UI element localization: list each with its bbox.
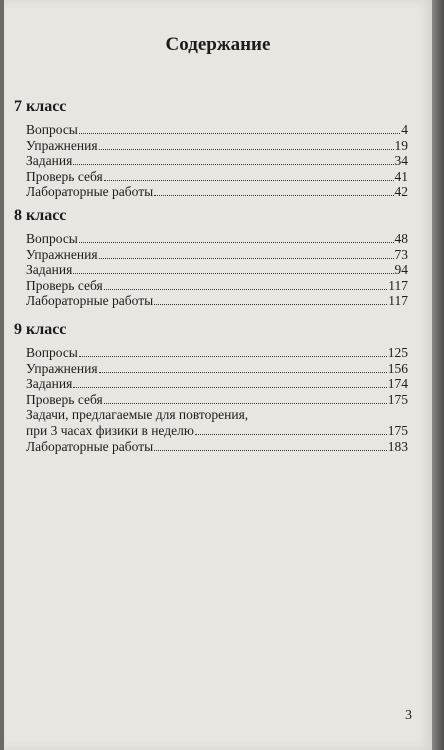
section-heading: 9 класс (14, 321, 67, 338)
toc-entry-page: 125 (387, 345, 408, 360)
leader-dots (79, 241, 394, 243)
leader-dots (104, 288, 388, 290)
toc-entry-page: 175 (387, 391, 408, 407)
toc-entry[interactable] (26, 122, 408, 138)
leader-dots (79, 132, 400, 134)
toc-entry[interactable] (26, 376, 408, 392)
toc-entry[interactable] (26, 293, 408, 309)
toc-entry[interactable] (26, 361, 408, 377)
leader-dots (73, 163, 393, 165)
leader-dots (99, 148, 394, 150)
toc-entry-page: 117 (388, 293, 408, 309)
leader-dots (154, 449, 387, 451)
leader-dots (73, 272, 393, 274)
section-grade-7 (8, 96, 408, 200)
toc-entry-label: Лабораторные работы (26, 184, 154, 200)
page-title: Содержание (165, 34, 271, 55)
toc-entry[interactable] (26, 247, 408, 263)
toc-entry-label: Проверь себя (26, 391, 103, 407)
toc-entry-label: Задания (26, 262, 73, 278)
book-page (4, 0, 432, 750)
toc-entry-label: Проверь себя (26, 277, 103, 293)
toc-entry[interactable] (26, 169, 408, 185)
toc-entry[interactable] (26, 423, 408, 439)
toc-entry-page: 41 (394, 168, 408, 184)
toc-entry-label: Упражнения (26, 137, 98, 153)
leader-dots (73, 386, 386, 388)
toc-entry[interactable] (26, 262, 408, 278)
toc-entry[interactable] (26, 231, 408, 247)
toc-entry-label-line1[interactable]: Задачи, предлагаемые для повторения, (26, 407, 249, 423)
toc-entry-page: 34 (394, 153, 408, 169)
toc-entry-page: 48 (394, 231, 408, 246)
toc-entry-page: 117 (388, 277, 408, 293)
toc-entry-page: 183 (387, 438, 408, 454)
toc-entry-label: Вопросы (26, 345, 78, 360)
leader-dots (154, 303, 387, 305)
leader-dots (154, 194, 393, 196)
leader-dots (99, 371, 387, 373)
toc-entry-label: Вопросы (26, 122, 78, 137)
section-heading: 7 класс (14, 98, 67, 115)
toc-entry-page: 19 (394, 137, 408, 153)
section-grade-8 (8, 205, 408, 309)
toc-entry-label: Лабораторные работы (26, 438, 154, 454)
leader-dots (99, 257, 394, 259)
page-number: 3 (405, 708, 412, 723)
toc-entry-label: Задания (26, 153, 73, 169)
toc-entry[interactable] (26, 138, 408, 154)
leader-dots (195, 433, 387, 435)
toc-entry-label: Упражнения (26, 246, 98, 262)
section-grade-9 (8, 319, 408, 454)
toc-entry-page: 174 (387, 376, 408, 392)
toc-entry-page: 73 (394, 246, 408, 262)
toc-entry-label: Проверь себя (26, 168, 103, 184)
toc-entry[interactable] (26, 345, 408, 361)
book-spine-edge (432, 0, 444, 750)
toc-entry-page: 175 (387, 422, 408, 438)
toc-entry-label: Лабораторные работы (26, 293, 154, 309)
toc-entry-label-line2: при 3 часах физики в неделю (26, 422, 194, 438)
section-heading: 8 класс (14, 207, 67, 224)
toc-entry[interactable] (26, 392, 408, 408)
leader-dots (79, 355, 387, 357)
leader-dots (104, 402, 387, 404)
toc-entry-label: Задания (26, 376, 73, 392)
toc-entry-page: 156 (387, 360, 408, 376)
toc-entry-label: Упражнения (26, 360, 98, 376)
toc-entry-page: 94 (394, 262, 408, 278)
toc-entry[interactable] (26, 439, 408, 455)
toc-entry[interactable] (26, 278, 408, 294)
toc-entry-label: Вопросы (26, 231, 78, 246)
toc-entry-page: 4 (401, 122, 408, 137)
toc-entry[interactable] (26, 184, 408, 200)
toc-entry[interactable] (26, 153, 408, 169)
toc-entry-page: 42 (394, 184, 408, 200)
leader-dots (104, 179, 394, 181)
